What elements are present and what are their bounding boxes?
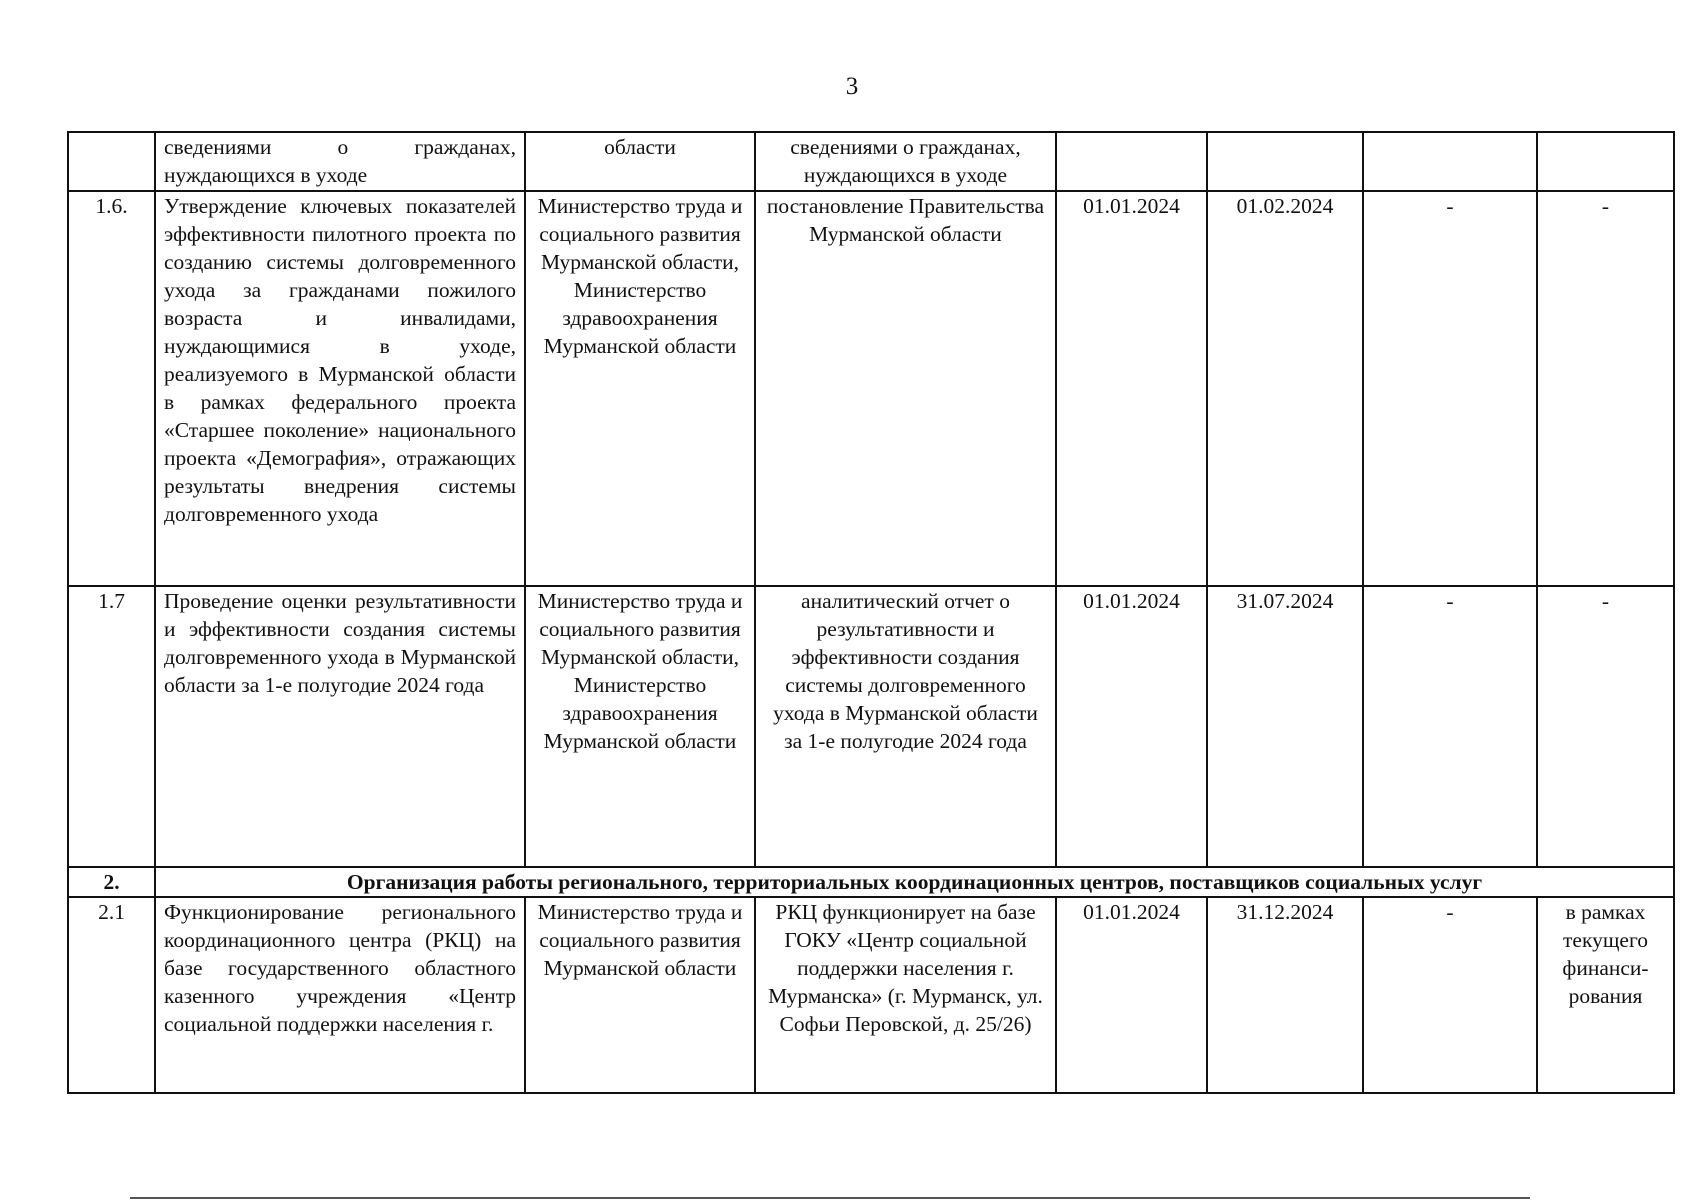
- executor-cell: Министерство труда и социального развития Мурманской области, Министерство здравоохранения Мурманской области: [525, 586, 755, 867]
- table-row: [68, 897, 1674, 1093]
- end-date-cell: 01.02.2024: [1207, 191, 1363, 586]
- executor-cell: области: [525, 132, 755, 191]
- measure-description-cell: сведениями о гражданах, нуждающихся в уходе: [155, 132, 525, 191]
- start-date-cell: 01.01.2024: [1056, 586, 1207, 867]
- result-cell: постановление Правительства Мурманской области: [755, 191, 1056, 586]
- bottom-rule: [130, 1197, 1530, 1199]
- result-cell: аналитический отчет о результативности и эффективности создания системы долговременного ухода в Мурманской области за 1-е полугодие 2024 года: [755, 586, 1056, 867]
- start-date-cell: [1056, 132, 1207, 191]
- executor-cell: Министерство труда и социального развития Мурманской области, Министерство здравоохранения Мурманской области: [525, 191, 755, 586]
- extra-cell-1: -: [1363, 191, 1537, 586]
- end-date-cell: [1207, 132, 1363, 191]
- result-cell: РКЦ функционирует на базе ГОКУ «Центр социальной поддержки населения г. Мурманска» (г. Мурманск, ул. Софьи Перовской, д. 25/26): [755, 897, 1056, 1093]
- start-date-cell: 01.01.2024: [1056, 191, 1207, 586]
- extra-cell-2: -: [1537, 586, 1674, 867]
- section-number-cell: 2.: [68, 867, 155, 897]
- table-row: [68, 191, 1674, 586]
- extra-cell-2: [1537, 132, 1674, 191]
- row-number-cell: 1.7: [68, 586, 155, 867]
- extra-cell-1: -: [1363, 586, 1537, 867]
- plan-table: [67, 131, 1675, 1094]
- result-cell: сведениями о гражданах, нуждающихся в уходе: [755, 132, 1056, 191]
- extra-cell-2: -: [1537, 191, 1674, 586]
- start-date-cell: 01.01.2024: [1056, 897, 1207, 1093]
- measure-description-cell: Функционирование регионального координационного центра (РКЦ) на базе государственного областного казенного учреждения «Центр социальной поддержки населения г.: [155, 897, 525, 1093]
- row-number-cell: 1.6.: [68, 191, 155, 586]
- extra-cell-2: в рамках текущего финанси-рования: [1537, 897, 1674, 1093]
- table-row: [68, 586, 1674, 867]
- executor-cell: Министерство труда и социального развития Мурманской области: [525, 897, 755, 1093]
- end-date-cell: 31.12.2024: [1207, 897, 1363, 1093]
- page-number: 3: [845, 73, 859, 100]
- measure-description-cell: Проведение оценки результативности и эффективности создания системы долговременного ухода в Мурманской области за 1-е полугодие 2024 года: [155, 586, 525, 867]
- section-title-cell: Организация работы регионального, территориальных координационных центров, поставщиков социальных услуг: [155, 867, 1674, 897]
- row-number-cell: 2.1: [68, 897, 155, 1093]
- end-date-cell: 31.07.2024: [1207, 586, 1363, 867]
- measure-description-cell: Утверждение ключевых показателей эффективности пилотного проекта по созданию системы долговременного ухода за гражданами пожилого возраста и инвалидами, нуждающимися в уходе, реализуемого в Мурманской области в рамках федерального проекта «Старшее поколение» национального проекта «Демография», отражающих результаты внедрения системы долговременного ухода: [155, 191, 525, 586]
- extra-cell-1: [1363, 132, 1537, 191]
- table-row: [68, 132, 1674, 191]
- section-row: [68, 867, 1674, 897]
- extra-cell-1: -: [1363, 897, 1537, 1093]
- row-number-cell: [68, 132, 155, 191]
